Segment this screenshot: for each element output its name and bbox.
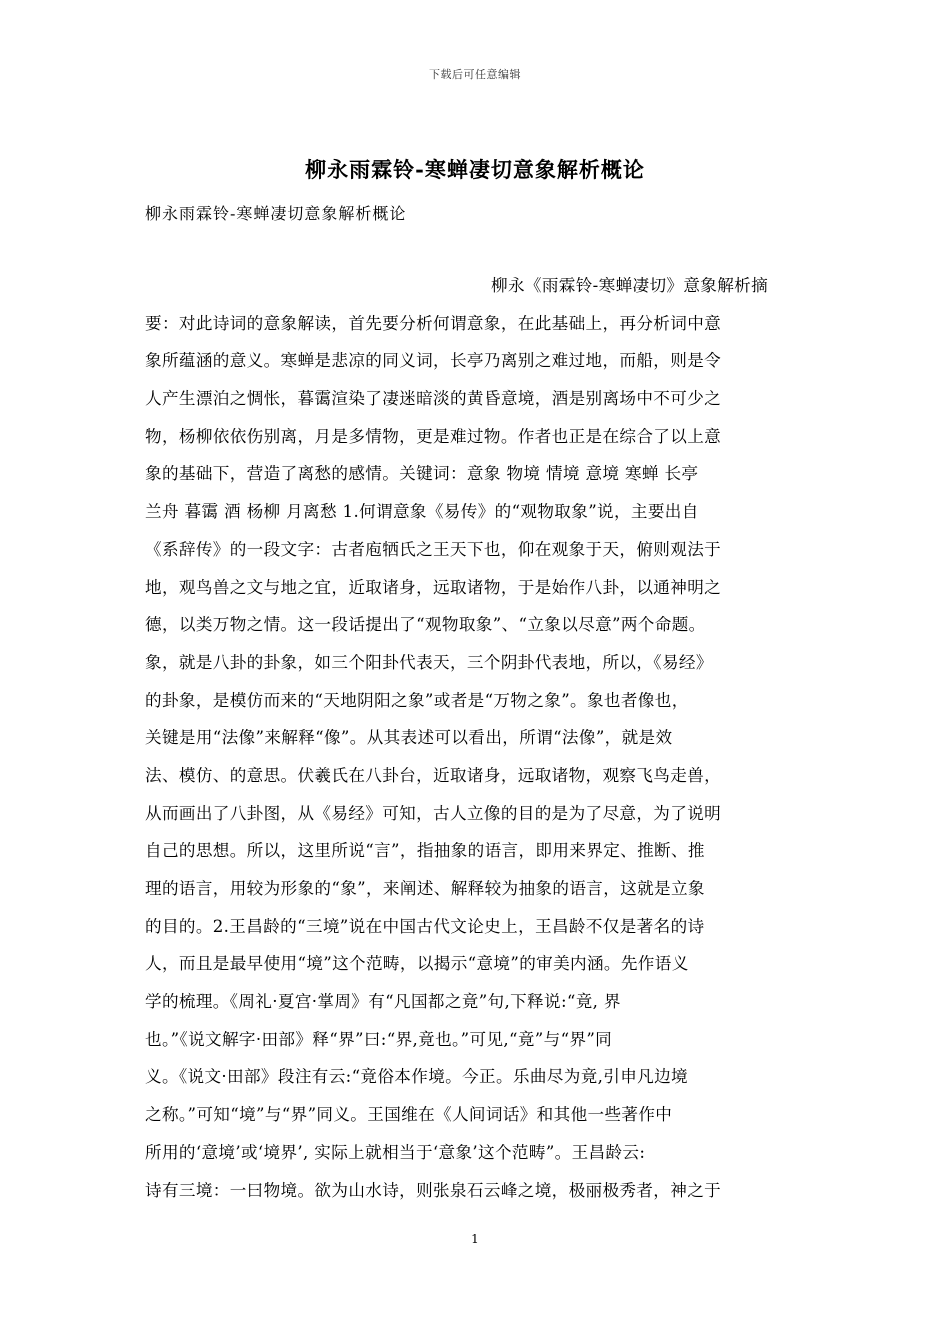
body-line: 象，就是八卦的卦象，如三个阳卦代表天，三个阴卦代表地，所以，《易经》 (145, 652, 713, 672)
body-line: 兰舟 暮霭 酒 杨柳 月离愁 1.何谓意象《易传》的“观物取象”说，主要出自 (145, 502, 699, 522)
body-line: 地，观鸟兽之文与地之宜，近取诸身，远取诸物，于是始作八卦，以通神明之 (145, 577, 722, 597)
body-line: 象所蕴涵的意义。寒蝉是悲凉的同义词，长亭乃离别之难过地，而船，则是令 (145, 351, 722, 371)
body-line: 人产生漂泊之惆怅，暮霭渲染了凄迷暗淡的黄昏意境，酒是别离场中不可少之 (145, 389, 722, 409)
body-line: 《系辞传》的一段文字：古者庖牺氏之王天下也，仰在观象于天，俯则观法于 (145, 539, 722, 559)
body-line: 法、模仿、的意思。伏羲氏在八卦台，近取诸身，远取诸物，观察飞鸟走兽， (145, 765, 722, 785)
body-line: 学的梳理。《周礼·夏宫·掌周》有“凡国都之竟”句,下释说:“竟, 界 (145, 992, 621, 1012)
body-line: 也。”《说文解字·田部》释“界”曰:“界,竟也。”可见,“竟”与“界”同 (145, 1029, 613, 1049)
body-line: 诗有三境：一曰物境。欲为山水诗，则张泉石云峰之境，极丽极秀者，神之于 (145, 1180, 722, 1200)
document-subtitle: 柳永雨霖铃-寒蝉凄切意象解析概论 (145, 204, 407, 223)
body-text (145, 272, 810, 1214)
body-line: 物，杨柳依依伤别离，月是多情物，更是难过物。作者也正是在综合了以上意 (145, 426, 722, 446)
body-line: 的卦象，是模仿而来的“天地阴阳之象”或者是“万物之象”。象也者像也， (145, 690, 689, 710)
document-title: 柳永雨霖铃-寒蝉凄切意象解析概论 (305, 157, 645, 182)
body-line: 所用的‘意境’或‘境界’, 实际上就相当于‘意象’这个范畴”。王昌龄云: (145, 1142, 646, 1162)
body-line: 要：对此诗词的意象解读，首先要分析何谓意象，在此基础上，再分析词中意 (145, 313, 722, 333)
header-note: 下载后可任意编辑 (429, 68, 521, 81)
body-line: 柳永《雨霖铃-寒蝉凄切》意象解析摘 (491, 276, 769, 295)
body-line: 从而画出了八卦图，从《易经》可知，古人立像的目的是为了尽意，为了说明 (145, 803, 722, 823)
body-line: 关键是用“法像”来解释“像”。从其表述可以看出，所谓“法像”，就是效 (145, 728, 673, 748)
page-number: 1 (471, 1232, 479, 1246)
body-line: 德，以类万物之情。这一段话提出了“观物取象”、“立象以尽意”两个命题。 (145, 615, 706, 635)
body-line: 义。《说文·田部》段注有云:“竟俗本作境。今正。乐曲尽为竟,引申凡边境 (145, 1067, 688, 1087)
body-line: 之称。”可知“境”与“界”同义。王国维在《人间词话》和其他一些著作中 (145, 1105, 673, 1125)
body-line: 的目的。2.王昌龄的“三境”说在中国古代文论史上，王昌龄不仅是著名的诗 (145, 916, 705, 936)
body-line: 自己的思想。所以，这里所说“言”，指抽象的语言，即用来界定、推断、推 (145, 841, 705, 861)
body-line: 人，而且是最早使用“境”这个范畴，以揭示“意境”的审美内涵。先作语义 (145, 954, 689, 974)
body-line: 象的基础下，营造了离愁的感情。关键词：意象 物境 情境 意境 寒蝉 长亭 (145, 464, 699, 484)
body-line: 理的语言，用较为形象的“象”，来阐述、解释较为抽象的语言，这就是立象 (145, 879, 705, 898)
